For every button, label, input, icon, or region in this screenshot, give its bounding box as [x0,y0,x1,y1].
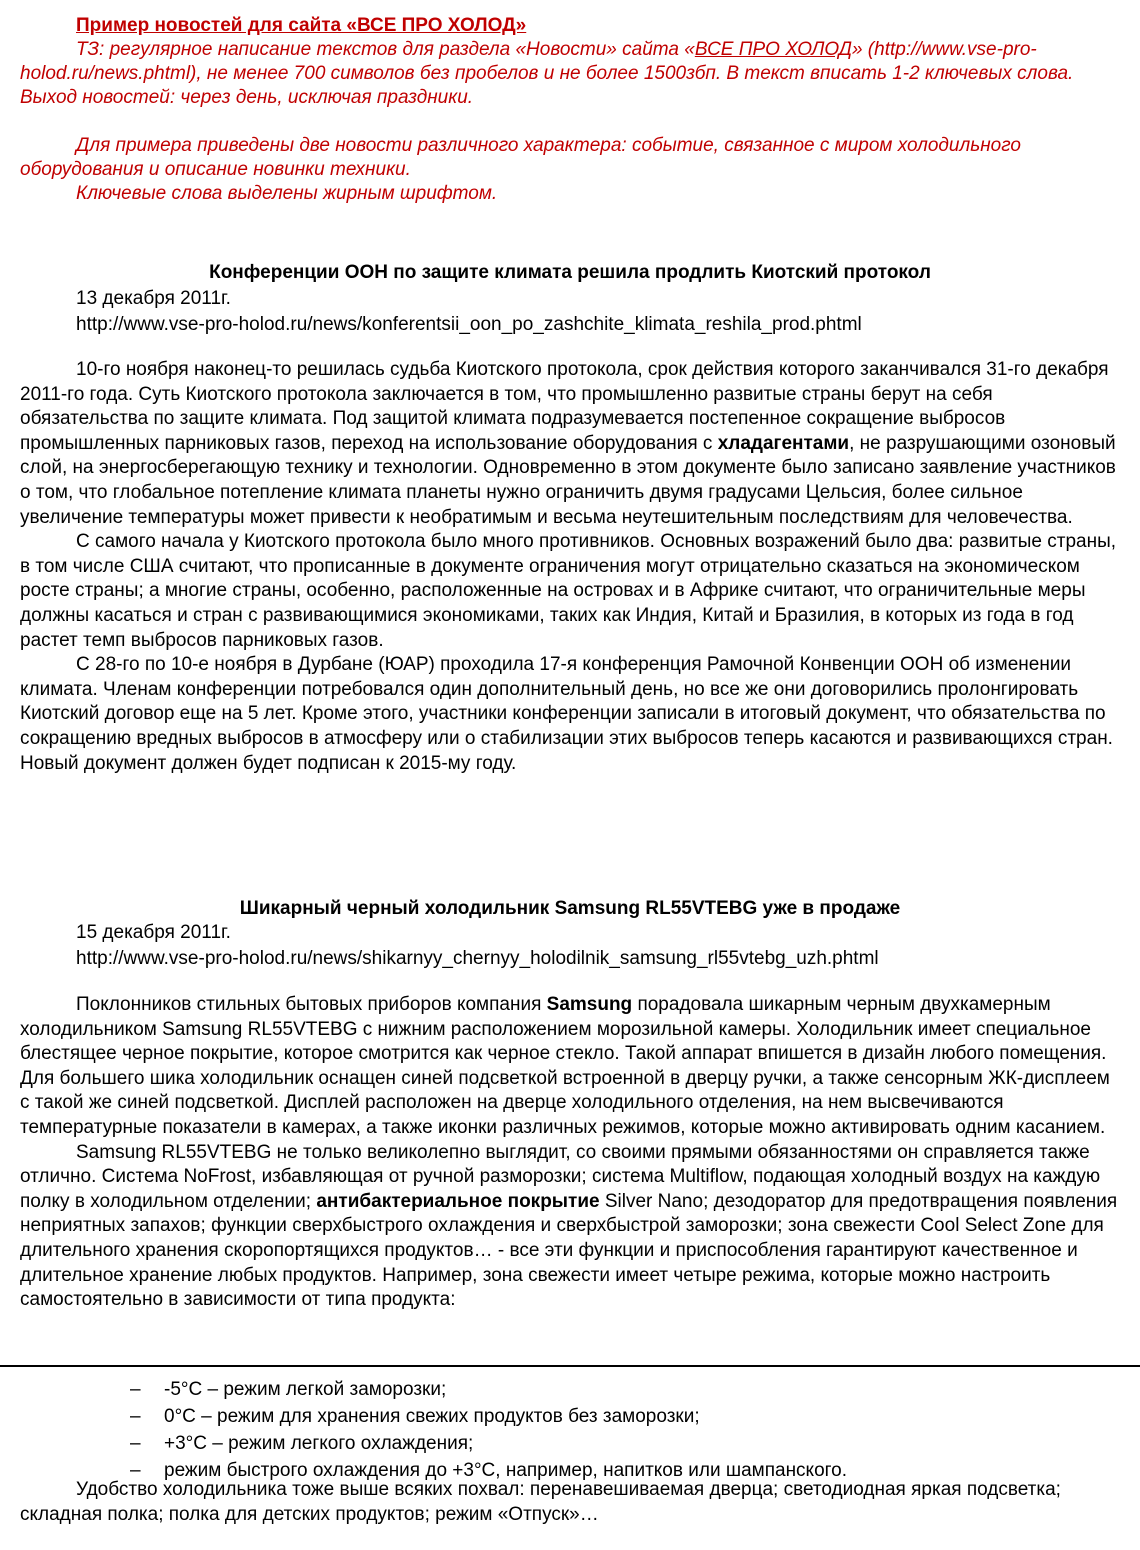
page-break-line [0,1365,1140,1367]
news2-keyword-brand: Samsung [546,994,633,1015]
dash-bullet: – [130,1406,141,1427]
news2-url[interactable]: http://www.vse-pro-holod.ru/news/shikarnyy_chernyy_holodilnik_samsung_rl55vtebg_uzh.phtml [76,948,879,969]
news2-paragraph-1 [20,993,1120,1141]
news1-paragraph-1 [20,358,1120,530]
news1-url[interactable]: http://www.vse-pro-holod.ru/news/konferentsii_oon_po_zashchite_klimata_reshila_prod.phtml [76,314,862,335]
dash-bullet: – [130,1433,141,1454]
news2-p1-start: Поклонников стильных бытовых приборов компания [76,994,547,1015]
list-item-text: +3°C – режим легкого охлаждения; [164,1433,474,1454]
brief-tz [20,38,1130,110]
news1-paragraph-3: С 28-го по 10-е ноября в Дурбане (ЮАР) проходила 17-я конференция Рамочной Конвенции ООН об изменении климата. Членам конференции потребовался один дополнительный день, но все же они договорились пролонгировать Киотский договор еще на 5 лет. Кроме этого, участники конференции записали в итоговый документ, что обязательства по сокращению вредных выбросов в атмосферу или о стабилизации этих выбросов теперь касаются и развивающихся стран. Новый документ должен будет подписан к 2015-му году. [20,654,1113,774]
news2-p2-end: Silver Nano; дезодоратор для предотвращения появления неприятных запахов; функции сверхбыстрого охлаждения и сверхбыстрой заморозки; зона свежести Cool Select Zone для длительного хранения скоропортящихся продуктов… - все эти функции и приспособления гарантируют качественное и длительное хранение любых продуктов. Например, зона свежести имеет четыре режима, которые можно настроить самостоятельно в зависимости от типа продукта: [20,1190,1118,1311]
brief-block [20,14,1130,206]
news2-paragraph-2 [20,1141,1120,1313]
news2-paragraph-3: Удобство холодильника тоже выше всяких похвал: перенавешиваемая дверца; светодиодная яркая подсветка; складная полка; полка для детских продуктов; режим «Отпуск»… [20,1479,1061,1525]
news1-paragraph-2: С самого начала у Киотского протокола было много противников. Основных возражений было два: развитые страны, в том числе США считают, что прописанные в документе ограничения могут отрицательно сказаться на экономическом росте страны; а многие страны, особенно, расположенные на островах и в Африке считают, что ограничительные меры должны касаться и стран с развивающимися экономиками, таких как Индия, Китай и Бразилия, в которых из года в год растет темп выбросов парниковых газов. [20,531,1117,651]
tz-text-start: ТЗ: регулярное написание текстов для раздела «Новости» сайта « [76,39,695,60]
list-item [20,1430,1120,1457]
tz-text-end: » (http://www.vse-pro-holod.ru/news.phtml), не менее 700 символов без пробелов и не более 1500збп. В текст вписать 1-2 ключевых слова. Выход новостей: через день, исключая праздники. [20,39,1074,108]
brief-keywords-note: Ключевые слова выделены жирным шрифтом. [76,183,498,204]
list-item-text: -5°C – режим легкой заморозки; [164,1379,447,1400]
news1-body [20,358,1120,776]
list-item-text: режим быстрого охлаждения до +3°C, например, напитков или шампанского. [164,1460,848,1481]
news1-keyword: хладагентами [717,432,850,454]
list-item [20,1403,1120,1430]
brief-example-note: Для примера приведены две новости различного характера: событие, связанное с миром холодильного оборудования и описание новинки техники. [20,135,1021,180]
brief-title: Пример новостей для сайта «ВСЕ ПРО ХОЛОД» [76,15,527,36]
news2-meta [76,920,879,972]
dash-bullet: – [130,1379,141,1400]
news1-title: Конференции ООН по защите климата решила продлить Киотский протокол [209,262,931,283]
spacer [20,110,1130,134]
modes-list [20,1376,1120,1484]
news1-p1-start: 10-го ноября наконец-то решилась судьба Киотского протокола, срок действия которого заканчивался 31-го декабря 2011-го года. Суть Киотского протокола заключается в том, что промышленно развитые страны берут на себя обязательства по защите климата. Под защитой климата подразумевается постепенное сокращение выбросов промышленных парниковых газов, переход на использование оборудования с [20,359,1109,454]
news2-title: Шикарный черный холодильник Samsung RL55VTEBG уже в продаже [239,898,901,919]
news2-p2-start: Samsung RL55VTEBG не только великолепно выглядит, со своими прямыми обязанностями он справляется также отлично. Система NoFrost, избавляющая от ручной разморозки; система Multiflow, подающая холодный воздух на каждую полку в холодильном отделении; [20,1141,1101,1212]
dash-bullet: – [130,1460,141,1481]
list-item [20,1376,1120,1403]
news1-meta [76,286,862,338]
list-item-text: 0°C – режим для хранения свежих продуктов без заморозки; [164,1406,700,1427]
site-link[interactable]: ВСЕ ПРО ХОЛОД [694,39,852,60]
news2-keyword-coating: антибактериальное покрытие [316,1190,600,1212]
news2-date: 15 декабря 2011г. [76,922,231,943]
news2-body [20,993,1120,1313]
news2-tail [20,1478,1120,1527]
news1-p1-end: , не разрушающими озоновый слой, на энергосберегающую технику и технологии. Одновременно в этом документе было записано заявление участников о том, что глобальное потепление климата планеты нужно ограничить двумя градусами Цельсия, более сильное увеличение температуры может привести к необратимым и весьма неутешительным последствиям для человечества. [20,432,1116,528]
news1-date: 13 декабря 2011г. [76,288,231,309]
news2-p1-end: порадовала шикарным черным двухкамерным холодильником Samsung RL55VTEBG с нижним расположением морозильной камеры. Холодильник имеет специальное блестящее черное покрытие, которое смотрится как черное стекло. Такой аппарат впишется в дизайн любого помещения. Для большего шика холодильник оснащен синей подсветкой встроенной в дверцу ручки, а также сенсорным ЖК-дисплеем с такой же синей подсветкой. Дисплей расположен на дверце холодильного отделения, на нем высвечиваются температурные показатели в камерах, а также иконки различных режимов, которые можно активировать одним касанием. [20,994,1110,1138]
